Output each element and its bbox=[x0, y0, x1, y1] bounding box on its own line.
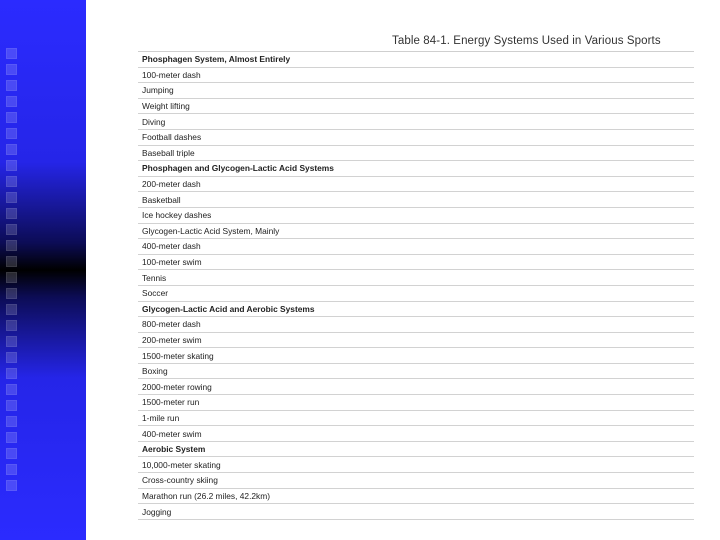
decorative-square bbox=[6, 192, 17, 203]
decorative-square bbox=[6, 384, 17, 395]
table-row: Tennis bbox=[138, 270, 694, 286]
decorative-square bbox=[6, 64, 17, 75]
table-row: Baseball triple bbox=[138, 146, 694, 162]
table-row: 2000-meter rowing bbox=[138, 379, 694, 395]
decorative-square bbox=[6, 128, 17, 139]
decorative-square bbox=[6, 48, 17, 59]
table-row: 200-meter swim bbox=[138, 333, 694, 349]
table-row: 400-meter dash bbox=[138, 239, 694, 255]
decorative-square bbox=[6, 304, 17, 315]
decorative-square bbox=[6, 336, 17, 347]
table-row: 100-meter swim bbox=[138, 255, 694, 271]
decorative-square bbox=[6, 288, 17, 299]
table-row: Diving bbox=[138, 114, 694, 130]
table-row: 1500-meter skating bbox=[138, 348, 694, 364]
table-row: Boxing bbox=[138, 364, 694, 380]
table-row: 800-meter dash bbox=[138, 317, 694, 333]
decorative-square bbox=[6, 352, 17, 363]
decorative-square bbox=[6, 112, 17, 123]
slide-side-band bbox=[0, 0, 86, 540]
table-row: 200-meter dash bbox=[138, 177, 694, 193]
decorative-square bbox=[6, 224, 17, 235]
table-row: Marathon run (26.2 miles, 42.2km) bbox=[138, 489, 694, 505]
decorative-square bbox=[6, 368, 17, 379]
decorative-square bbox=[6, 208, 17, 219]
table-row: 1500-meter run bbox=[138, 395, 694, 411]
table-row: Weight lifting bbox=[138, 99, 694, 115]
table-title: Table 84-1. Energy Systems Used in Various Sports bbox=[392, 35, 661, 47]
decorative-square bbox=[6, 144, 17, 155]
decorative-square bbox=[6, 432, 17, 443]
table-row: Soccer bbox=[138, 286, 694, 302]
table-row: Jogging bbox=[138, 504, 694, 520]
table-row: Cross-country skiing bbox=[138, 473, 694, 489]
decorative-squares bbox=[6, 48, 18, 496]
table-row: 100-meter dash bbox=[138, 68, 694, 84]
table-section-header: Aerobic System bbox=[138, 442, 694, 458]
decorative-square bbox=[6, 416, 17, 427]
decorative-square bbox=[6, 448, 17, 459]
decorative-square bbox=[6, 464, 17, 475]
table-section-header: Phosphagen System, Almost Entirely bbox=[138, 52, 694, 68]
decorative-square bbox=[6, 320, 17, 331]
decorative-square bbox=[6, 240, 17, 251]
table-row: 1-mile run bbox=[138, 411, 694, 427]
table-row: Basketball bbox=[138, 192, 694, 208]
table-row: Glycogen-Lactic Acid System, Mainly bbox=[138, 224, 694, 240]
table-row: Ice hockey dashes bbox=[138, 208, 694, 224]
table-row: Jumping bbox=[138, 83, 694, 99]
table-row: Football dashes bbox=[138, 130, 694, 146]
decorative-square bbox=[6, 272, 17, 283]
decorative-square bbox=[6, 176, 17, 187]
decorative-square bbox=[6, 480, 17, 491]
decorative-square bbox=[6, 256, 17, 267]
decorative-square bbox=[6, 96, 17, 107]
table-section-header: Glycogen-Lactic Acid and Aerobic Systems bbox=[138, 302, 694, 318]
table-section-header: Phosphagen and Glycogen-Lactic Acid Systems bbox=[138, 161, 694, 177]
table-row: 10,000-meter skating bbox=[138, 457, 694, 473]
table-row: 400-meter swim bbox=[138, 426, 694, 442]
decorative-square bbox=[6, 160, 17, 171]
energy-systems-table bbox=[138, 51, 694, 520]
decorative-square bbox=[6, 80, 17, 91]
decorative-square bbox=[6, 400, 17, 411]
